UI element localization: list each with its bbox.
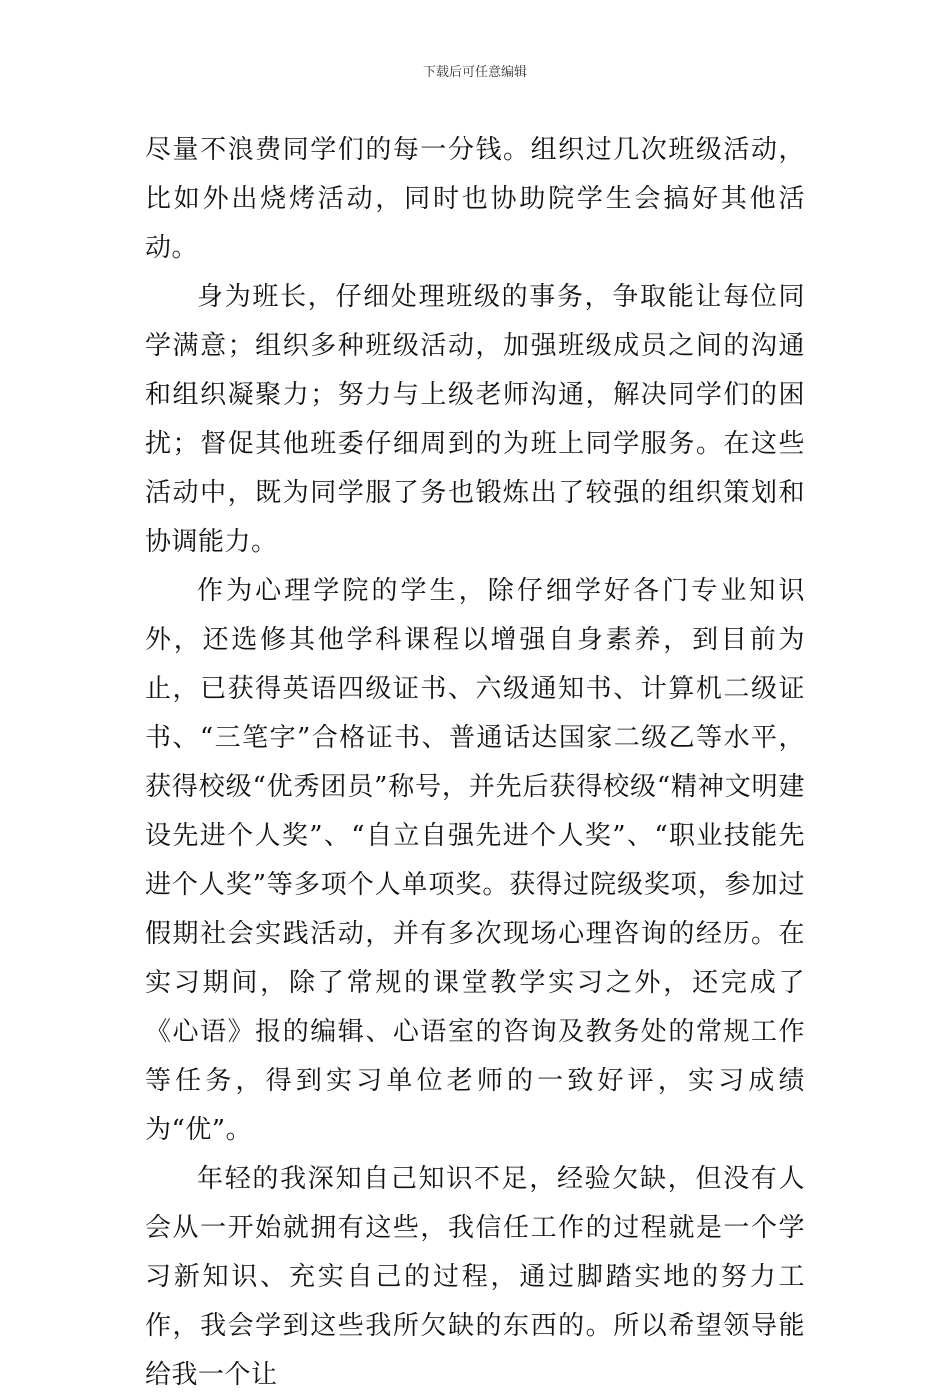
paragraph-closing: 年轻的我深知自己知识不足，经验欠缺，但没有人会从一开始就拥有这些，我信任工作的过程就是一个学习新知识、充实自己的过程，通过脚踏实地的努力工作，我会学到这些我所欠缺的东西的。所以希望领导能给我一个让: [145, 1164, 805, 1390]
paragraph-class-monitor: 身为班长，仔细处理班级的事务，争取能让每位同学满意；组织多种班级活动，加强班级成员之间的沟通和组织凝聚力；努力与上级老师沟通，解决同学们的困扰；督促其他班委仔细周到的为班上同学服务。在这些活动中，既为同学服了务也锻炼出了较强的组织策划和协调能力。: [145, 282, 805, 557]
paragraph-achievements: 作为心理学院的学生，除仔细学好各门专业知识外，还选修其他学科课程以增强自身素养，到目前为止，已获得英语四级证书、六级通知书、计算机二级证书、“三笔字”合格证书、普通话达国家二级乙等水平，获得校级“优秀团员”称号，并先后获得校级“精神文明建设先进个人奖”、“自立自强先进个人奖”、“职业技能先进个人奖”等多项个人单项奖。获得过院级奖项，参加过假期社会实践活动，并有多次现场心理咨询的经历。在实习期间，除了常规的课堂教学实习之外，还完成了《心语》报的编辑、心语室的咨询及教务处的常规工作等任务，得到实习单位老师的一致好评，实习成绩为“优”。: [145, 576, 805, 1145]
paragraph-continuation: 尽量不浪费同学们的每一分钱。组织过几次班级活动，比如外出烧烤活动，同时也协助院学生会搞好其他活动。: [145, 135, 805, 263]
document-body: [145, 126, 805, 1400]
header-note: 下载后可任意编辑: [422, 65, 527, 80]
